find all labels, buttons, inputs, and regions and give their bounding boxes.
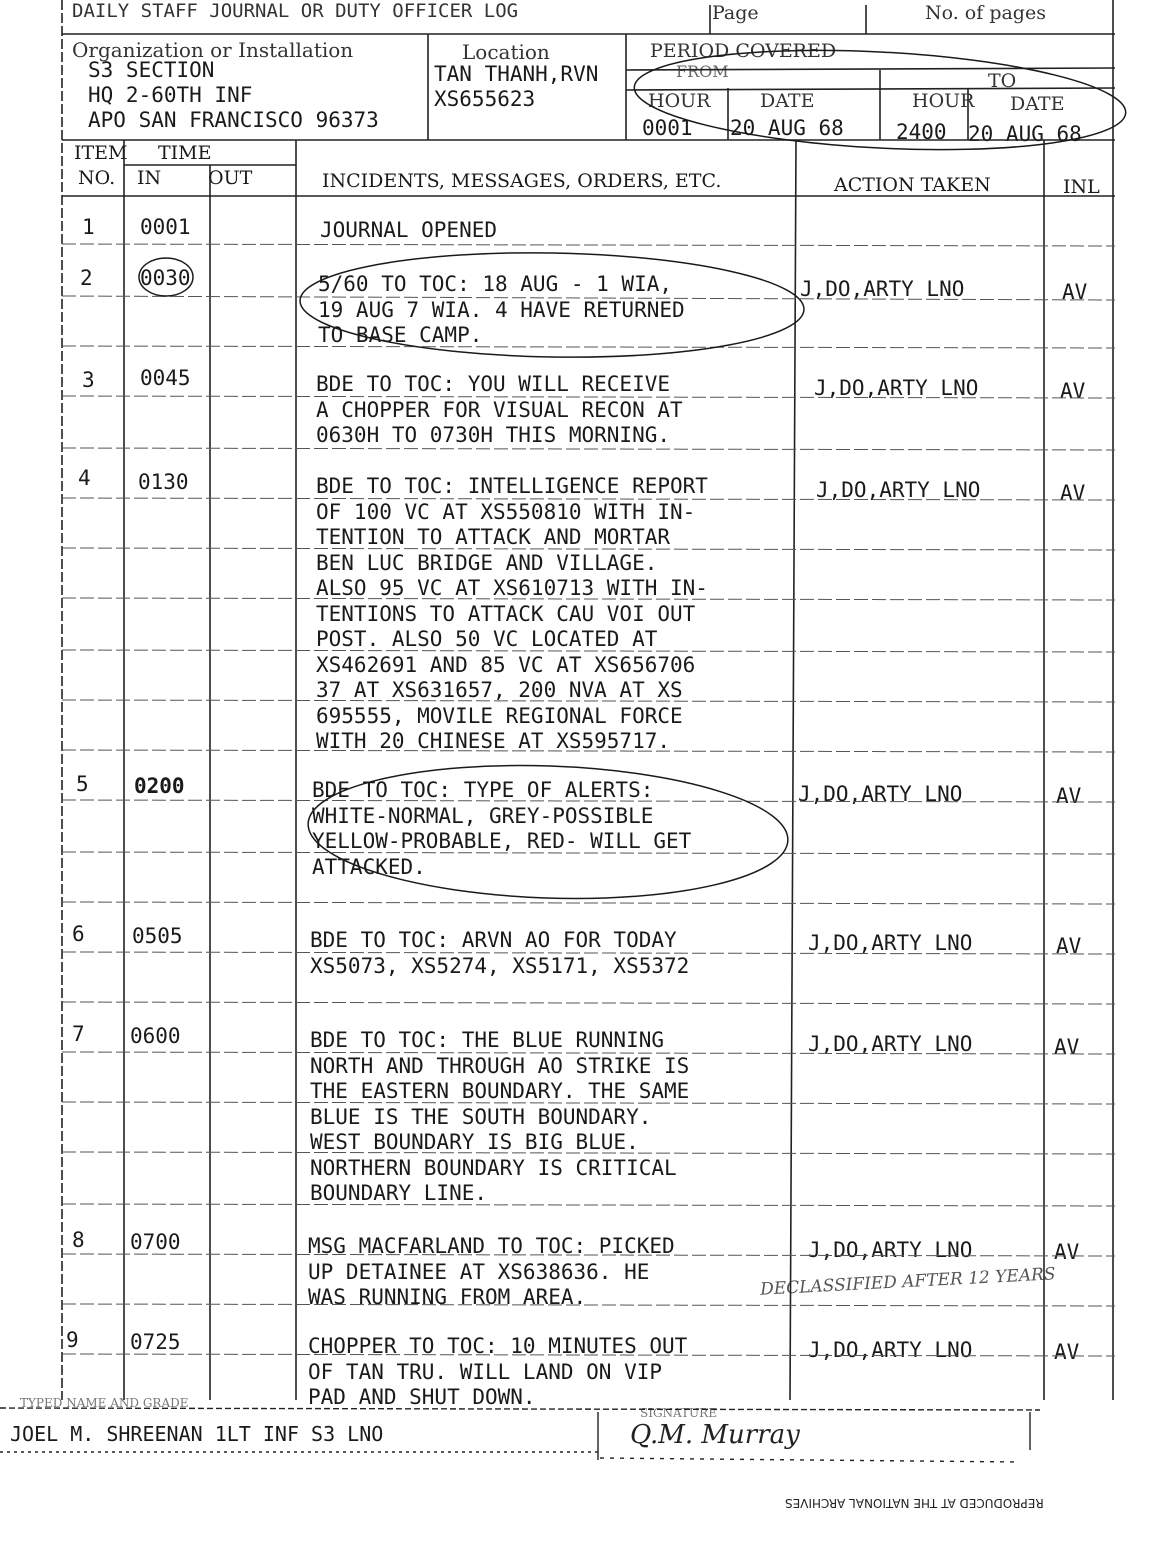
entry-4-inl: AV	[1060, 481, 1086, 505]
entry-4-line-1: BDE TO TOC: INTELLIGENCE REPORT	[316, 474, 708, 498]
entry-7-line-2: NORTH AND THROUGH AO STRIKE IS	[310, 1053, 690, 1078]
entry-5-line-1: BDE TO TOC: TYPE OF ALERTS:	[312, 778, 654, 802]
from-hour: 0001	[642, 116, 693, 140]
entry-4-no: 4	[78, 466, 91, 490]
entry-8-line-2: UP DETAINEE AT XS638636. HE	[308, 1259, 650, 1284]
signature: Q.M. Murray	[630, 1420, 800, 1450]
entry-3-line-3: 0630H TO 0730H THIS MORNING.	[316, 423, 671, 447]
entry-7-line-7: BOUNDARY LINE.	[310, 1181, 488, 1205]
entry-5-line-4: ATTACKED.	[312, 854, 426, 879]
col-out: OUT	[208, 167, 253, 189]
entry-4-action: J,DO,ARTY LNO	[816, 478, 981, 502]
entry-2-line-2: 19 AUG 7 WIA. 4 HAVE RETURNED	[318, 297, 685, 322]
entry-2-line-1: 5/60 TO TOC: 18 AUG - 1 WIA,	[318, 272, 673, 296]
entry-8-time: 0700	[130, 1230, 181, 1254]
entry-9-inl: AV	[1054, 1340, 1080, 1364]
entry-7-inl: AV	[1054, 1035, 1080, 1059]
entry-8-inl: AV	[1054, 1240, 1080, 1264]
entry-4-line-11: WITH 20 CHINESE AT XS595717.	[316, 729, 671, 753]
entry-4-line-9: 37 AT XS631657, 200 NVA AT XS	[316, 678, 683, 702]
entry-3-line-2: A CHOPPER FOR VISUAL RECON AT	[316, 397, 683, 422]
entry-4-time: 0130	[138, 470, 189, 494]
entry-8-action: J,DO,ARTY LNO	[808, 1238, 973, 1262]
from-date-label: DATE	[760, 90, 815, 112]
entry-1-time: 0001	[140, 215, 191, 239]
entry-5-line-3: YELLOW-PROBABLE, RED- WILL GET	[312, 829, 692, 853]
officer-label: TYPED NAME AND GRADE	[20, 1396, 189, 1410]
entry-5-line-2: WHITE-NORMAL, GREY-POSSIBLE	[312, 803, 654, 828]
entry-5-no: 5	[76, 772, 89, 796]
entry-3-inl: AV	[1060, 379, 1086, 403]
to-date-label: DATE	[1010, 93, 1065, 115]
entry-4-line-7: POST. ALSO 50 VC LOCATED AT	[316, 627, 658, 651]
org-label: Organization or Installation	[72, 38, 354, 62]
pages-label: No. of pages	[925, 2, 1046, 24]
entry-3-time: 0045	[140, 366, 191, 390]
entry-7-action: J,DO,ARTY LNO	[808, 1032, 973, 1056]
entry-6-line-1: BDE TO TOC: ARVN AO FOR TODAY	[310, 928, 677, 952]
location-line-1: TAN THANH,RVN	[434, 62, 599, 86]
to-hour-label: HOUR	[912, 90, 975, 112]
entry-9-time: 0725	[130, 1330, 181, 1354]
col-action: ACTION TAKEN	[834, 174, 991, 196]
entry-7-line-3: THE EASTERN BOUNDARY. THE SAME	[310, 1079, 690, 1103]
col-time: TIME	[158, 142, 212, 164]
to-hour: 2400	[896, 120, 947, 144]
org-line-3: APO SAN FRANCISCO 96373	[88, 108, 379, 132]
entry-9-line-3: PAD AND SHUT DOWN.	[308, 1385, 536, 1409]
org-line-2: HQ 2-60TH INF	[88, 83, 253, 107]
entry-6-time: 0505	[132, 924, 183, 948]
location-line-2: XS655623	[434, 87, 536, 111]
entry-8-line-3: WAS RUNNING FROM AREA.	[308, 1285, 587, 1309]
entry-8-no: 8	[72, 1228, 85, 1252]
archives-stamp: REPRODUCED AT THE NATIONAL ARCHIVES	[785, 1496, 1044, 1510]
entry-7-line-5: WEST BOUNDARY IS BIG BLUE.	[310, 1130, 639, 1154]
period-label: PERIOD COVERED	[650, 40, 837, 62]
entry-2-inl: AV	[1062, 280, 1088, 304]
to-label: TO	[988, 70, 1017, 92]
entry-3-line-1: BDE TO TOC: YOU WILL RECEIVE	[316, 372, 671, 396]
entry-4-line-3: TENTION TO ATTACK AND MORTAR	[316, 525, 671, 549]
entry-6-inl: AV	[1056, 934, 1082, 958]
entry-2-no: 2	[80, 266, 93, 290]
entry-9-line-2: OF TAN TRU. WILL LAND ON VIP	[308, 1359, 663, 1384]
entry-9-no: 9	[66, 1328, 79, 1352]
from-label: FROM	[676, 62, 729, 81]
entry-7-line-1: BDE TO TOC: THE BLUE RUNNING	[310, 1028, 665, 1052]
entry-6-action: J,DO,ARTY LNO	[808, 931, 973, 955]
to-date: 20 AUG 68	[968, 122, 1082, 146]
col-item: ITEM	[74, 142, 128, 164]
entry-6-line-2: XS5073, XS5274, XS5171, XS5372	[310, 953, 690, 978]
col-in: IN	[137, 167, 162, 189]
entry-4-line-6: TENTIONS TO ATTACK CAU VOI OUT	[316, 601, 696, 626]
entry-7-no: 7	[72, 1022, 85, 1046]
entry-2-time: 0030	[140, 266, 191, 290]
entry-6-no: 6	[72, 922, 85, 946]
col-inl: INL	[1063, 176, 1100, 198]
entry-9-line-1: CHOPPER TO TOC: 10 MINUTES OUT	[308, 1334, 688, 1358]
from-hour-label: HOUR	[648, 90, 711, 112]
entry-5-inl: AV	[1056, 784, 1082, 808]
entry-4-line-10: 695555, MOVILE REGIONAL FORCE	[316, 703, 683, 728]
col-incidents: INCIDENTS, MESSAGES, ORDERS, ETC.	[322, 170, 722, 192]
org-line-1: S3 SECTION	[88, 58, 215, 82]
declassified-stamp: DECLASSIFIED AFTER 12 YEARS	[759, 1264, 1057, 1300]
page-label: Page	[712, 2, 759, 24]
entry-5-time: 0200	[134, 774, 185, 798]
entry-4-line-8: XS462691 AND 85 VC AT XS656706	[316, 652, 696, 677]
entry-3-action: J,DO,ARTY LNO	[814, 376, 979, 400]
officer-name: JOEL M. SHREENAN 1LT INF S3 LNO	[10, 1422, 384, 1446]
col-no: NO.	[78, 167, 116, 189]
entry-2-line-3: TO BASE CAMP.	[318, 323, 483, 347]
entry-2-action: J,DO,ARTY LNO	[800, 277, 965, 301]
entry-4-line-2: OF 100 VC AT XS550810 WITH IN-	[316, 499, 696, 524]
entry-8-line-1: MSG MACFARLAND TO TOC: PICKED	[308, 1234, 675, 1258]
from-date: 20 AUG 68	[730, 116, 844, 140]
entry-7-line-4: BLUE IS THE SOUTH BOUNDARY.	[310, 1104, 652, 1129]
signature-label: SIGNATURE	[640, 1406, 717, 1420]
entry-7-time: 0600	[130, 1024, 181, 1048]
entry-1-no: 1	[82, 215, 95, 239]
entry-4-line-5: ALSO 95 VC AT XS610713 WITH IN-	[316, 576, 708, 600]
entry-1-line-1: JOURNAL OPENED	[320, 218, 498, 242]
entry-7-line-6: NORTHERN BOUNDARY IS CRITICAL	[310, 1155, 677, 1180]
entry-4-line-4: BEN LUC BRIDGE AND VILLAGE.	[316, 550, 658, 575]
entry-9-action: J,DO,ARTY LNO	[808, 1338, 973, 1362]
entry-5-action: J,DO,ARTY LNO	[798, 782, 963, 806]
form-title: DAILY STAFF JOURNAL OR DUTY OFFICER LOG	[72, 0, 519, 22]
location-label: Location	[462, 40, 550, 64]
entry-3-no: 3	[82, 368, 95, 392]
